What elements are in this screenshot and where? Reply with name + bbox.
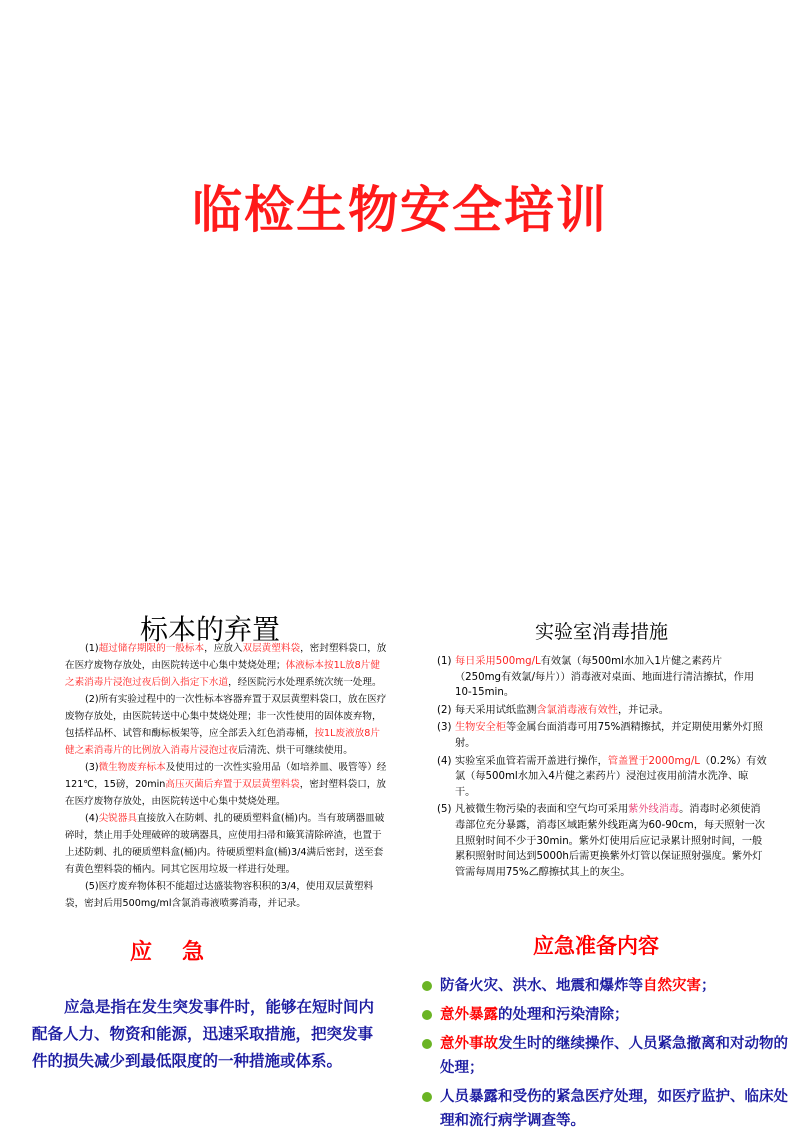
emergency-definition: 应急是指在发生突发事件时，能够在短时间内配备人力、物资和能源，迅速采取措施，把突发事件的损失减少到最低限度的一种措施或体系。 <box>32 998 375 1070</box>
disposal-item-4: (4)尖锐器具直接放入在防刺、扎的硬质塑料盒(桶)内。当有玻璃器皿破碎时，禁止用手处理破碎的玻璃器具，应使用扫帚和簸箕清除碎渣，也置于上述防刺、扎的硬质塑料盒(桶)内。待硬质塑料盒(桶)3/4满后密封，送至套有黄色塑料袋的桶内。同其它医用垃圾一样进行处理。 <box>65 813 385 875</box>
emergency-prep-list <box>420 974 790 1138</box>
bullet-icon <box>422 1010 432 1020</box>
prep-item-4: 人员暴露和受伤的紧急医疗处理，如医疗监护、临床处理和流行病学调查等。 <box>420 1085 790 1133</box>
specimen-disposal-body <box>65 640 387 912</box>
bullet-icon <box>422 981 432 991</box>
emergency-title: 应急 <box>130 940 235 965</box>
prep-item-3: 意外事故发生时的继续操作、人员紧急撤离和对动物的处理； <box>420 1032 790 1080</box>
bullet-icon <box>422 1092 432 1102</box>
disinfect-item-5: (5) 凡被微生物污染的表面和空气均可采用紫外线消毒。消毒时必须使消毒部位充分暴露，消毒区域距紫外线距离为60-90cm，每天照射一次且照射时间不少于30min。紫外灯使用后应记录累计照射时间，一般累积照射时间达到5000h后需更换紫外灯管以保证照射强度。紫外灯管需每周用75%乙醇擦拭其上的灰尘。 <box>437 804 765 878</box>
disposal-item-5: (5)医疗废弃物体积不能超过达盛装物容积积的3/4，使用双层黄塑料袋，密封后用500mg/ml含氯消毒液喷雾消毒，并记录。 <box>65 881 374 909</box>
prep-item-2: 意外暴露的处理和污染清除； <box>420 1003 790 1027</box>
disinfect-item-2: (2) 每天采用试纸监测含氯消毒液有效性，并记录。 <box>437 704 669 716</box>
prep-item-1: 防备火灾、洪水、地震和爆炸等自然灾害； <box>420 974 790 998</box>
disposal-item-2: (2)所有实验过程中的一次性标本容器弃置于双层黄塑料袋口，放在医疗废物存放处，由医院转送中心集中焚烧处理；非一次性使用的固体废弃物，包括样品杯、试管和酶标板架等，应全部丢入红色消毒桶，按1L废液放8片健之素消毒片的比例放入消毒片浸泡过夜后清洗、烘干可继续使用。 <box>65 694 387 756</box>
lab-disinfection-title: 实验室消毒措施 <box>535 621 669 643</box>
specimen-disposal-title: 标本的弃置 <box>140 613 281 646</box>
bullet-icon <box>422 1039 432 1049</box>
emergency-prep-title: 应急准备内容 <box>533 934 659 958</box>
training-title: 临检生物安全培训 <box>192 181 608 239</box>
disposal-item-3: (3)微生物废弃标本及使用过的一次性实验用品（如培养皿、吸管等）经121℃，15磅，20min高压灭菌后弃置于双层黄塑料袋，密封塑料袋口，放在医疗废物存放处，由医院转送中心集中焚烧处理。 <box>65 762 387 807</box>
disinfect-item-4: (4) 实验室采血管若需开盖进行操作，管盖置于2000mg/L（0.2%）有效氯（每500ml水加入4片健之素药片）浸泡过夜用前清水洗净、晾干。 <box>437 755 767 798</box>
disinfect-item-3: (3) 生物安全柜等金属台面消毒可用75%酒精擦拭，并定期使用紫外灯照射。 <box>437 722 763 749</box>
disposal-item-1: (1)超过储存期限的一般标本，应放入双层黄塑料袋，密封塑料袋口，放在医疗废物存放处，由医院转送中心集中焚烧处理；体液标本按1L放8片健之素消毒片浸泡过夜后倒入指定下水道，经医院污水处理系统次统一处理。 <box>65 643 387 688</box>
disinfect-item-1: (1) 每日采用500mg/L有效氯（每500ml水加入1片健之素药片（250mg有效氯/每片））消毒液对桌面、地面进行清洁擦拭，作用10-15min。 <box>437 656 755 699</box>
lab-disinfection-list <box>437 654 767 882</box>
